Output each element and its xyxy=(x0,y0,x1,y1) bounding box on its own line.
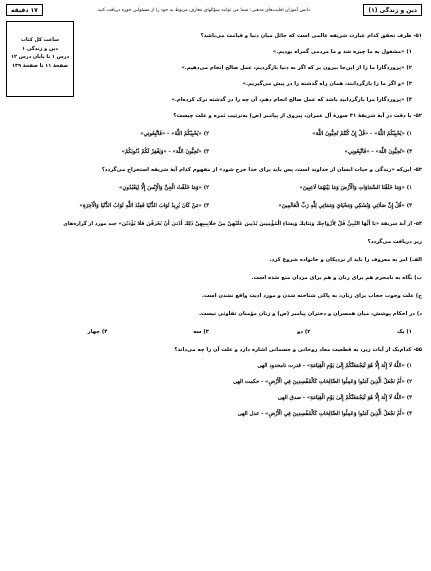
scope-line: درس ۱ تا پایان درس ۱۲ xyxy=(10,54,70,60)
option-3: ۳) «اللَّهُ لَا إِلَٰهَ إِلَّا هُوَ لَيَجْمَعَنَّكُمْ إِلَىٰ يَوْمِ الْقِيَامَةِ» - صدق الهی xyxy=(277,395,412,401)
question-53 xyxy=(6,165,422,211)
question-text: ۵۵- کدام‌یک از آیات زیر، به قطعیت معاد روحانی و جسمانی اشاره دارد و علت آن را چه می‌داند؟ xyxy=(174,347,422,353)
question-text: ۵۱- ظرف تحقق کدام عبارت شریفه عالمی است که حائل میان دنیا و قیامت می‌باشد؟ xyxy=(200,33,422,39)
option-4: ۴) چهار xyxy=(87,329,108,335)
option-1: ۱) «مشغول به ما چیزه شد و ما مردمی گمراه بودیم.» xyxy=(272,49,412,55)
option-2: ۲) «وَمَا خَلَقْتُ الْجِنَّ وَالْإِنْسَ إِلَّا لِيَعْبُدُونِ» xyxy=(119,185,209,191)
question-52 xyxy=(6,111,422,157)
questions xyxy=(6,18,422,419)
option-1: ۱) یک xyxy=(397,329,412,335)
option-2: ۲) دو xyxy=(296,329,311,335)
statement-be: ب) نگاه به نامحرم هم برای زنان و هم برای مردان منع شده است. xyxy=(251,275,422,281)
exam-header xyxy=(6,4,422,16)
option-3: ۳) «تُحِبُّونَ اللَّهَ» - «فَاتَّبِعُونِي» xyxy=(344,149,412,155)
scope-line: صفحهٔ ۱۱ تا صفحهٔ ۱۳۹ xyxy=(11,62,69,69)
question-text: ۵۴- از آیهٔ شریفهٔ «يَا أَيُّهَا النَّبِيُّ قُلْ لِأَزْوَاجِكَ وَبَنَاتِكَ وَنِسَاءِ الْمُؤْمِنِينَ يُدْنِينَ عَلَيْهِنَّ مِنْ جَلَابِيبِهِنَّ ذَٰلِكَ أَدْنَىٰ أَنْ يُعْرَفْنَ فَلَا يُؤْذَيْنَ» چند مورد از گزاره‌های xyxy=(63,221,422,227)
question-54 xyxy=(6,219,422,337)
option-4: ۴) «پروردگارا مرا بازگردانید باشد که عمل صالح انجام دهم، آن چه را در گذشته ترک کرده‌ام.» xyxy=(171,97,412,103)
subject-title: دین و زندگی (۱) xyxy=(363,4,422,16)
question-text: ۵۲- با دقت در آیهٔ شریفهٔ ۳۱ سورهٔ آل عمران، پیروی از پیامبر (ص) به‌ترتیب ثمره و علت چیست؟ xyxy=(173,113,422,119)
scope-line: دین و زندگی ۱ xyxy=(22,45,58,52)
option-3: ۳) «قُلْ إِنَّ صَلَاتِي وَنُسُكِي وَمَحْيَايَ وَمَمَاتِي لِلَّهِ رَبِّ الْعَالَمِينَ» xyxy=(278,203,412,209)
scope-line: ساعت کل کتاب xyxy=(20,37,60,43)
option-4: ۴) «تُحِبُّونَ اللَّهَ» - «وَيَغْفِرْ لَكُمْ ذُنُوبَكُمْ» xyxy=(121,149,209,155)
option-3: ۳) «و اگر ما را بازگردانند، همان راه گذشته را در پیش می‌گیریم.» xyxy=(242,81,412,87)
option-2: ۲) «پروردگارا ما را از این‌جا بیرون بر که اگر به دنیا بازگردیم، عمل صالح انجام می‌دهیم.» xyxy=(181,65,412,71)
question-text: ۵۳- این‌که «زندگی و حیات انسان از خداوند است، پس باید برای خدا خرج شود» از مفهوم کدام آیهٔ شریفه استخراج می‌گردد؟ xyxy=(101,167,422,173)
statement-alef: الف) امر به معروف را باید از نزدیکان و خانواده شروع کرد. xyxy=(269,257,422,263)
statement-jim: ج) علت وجوب حجاب برای زنان، به پاکی شناخته شدن و مورد اذیت واقع نشدن است. xyxy=(201,293,422,299)
question-continuation: زیر دریافت می‌گردد؟ xyxy=(367,239,422,245)
option-1: ۱) «وَمَا خَلَقْنَا السَّمَاوَاتِ وَالْأَرْضَ وَمَا بَيْنَهُمَا لَاعِبِينَ» xyxy=(299,185,412,191)
header-note: دانش آموزان اقلیت‌های مذهبی: شما می توانید سؤالهای معارف مربوط به خود را از مسئولین حوزه دریافت کنید. xyxy=(96,7,310,13)
option-2: ۲) «أَمْ نَجْعَلُ الَّذِينَ آمَنُوا وَعَمِلُوا الصَّالِحَاتِ كَالْمُفْسِدِينَ فِي الْأَرْضِ» - حکمت الهی xyxy=(233,379,412,385)
question-55 xyxy=(6,345,422,419)
question-51 xyxy=(76,31,422,105)
option-1: ۱) «يُحْبِبْكُمُ اللَّهُ» - «قُلْ إِنْ كُنْتُمْ تُحِبُّونَ اللَّهَ» xyxy=(312,131,412,137)
option-1: ۱) «اللَّهُ لَا إِلَٰهَ إِلَّا هُوَ لَيَجْمَعَنَّكُمْ إِلَىٰ يَوْمِ الْقِيَامَةِ» - قدرت نامحدود الهی xyxy=(257,363,412,369)
option-2: ۲) «يُحْبِبْكُمُ اللَّهُ» - «فَاتَّبِعُونِي» xyxy=(140,131,209,137)
option-3: ۳) سه xyxy=(193,329,209,335)
time-box: ۱۷ دقیقه xyxy=(6,4,43,16)
option-4: ۴) «أَمْ نَجْعَلُ الَّذِينَ آمَنُوا وَعَمِلُوا الصَّالِحَاتِ كَالْمُفْسِدِينَ فِي الْأَرْضِ» - عدل الهی xyxy=(237,411,412,417)
option-4: ۴) «مَنْ كَانَ يُرِيدُ ثَوَابَ الدُّنْيَا فَعِنْدَ اللَّهِ ثَوَابُ الدُّنْيَا وَالْآخِرَةِ» xyxy=(79,203,209,209)
statement-dal: د) در احکام پوشش، میان همسران و دختران پیامبر (ص) و زنان مؤمنان تفاوتی نیست. xyxy=(199,311,422,317)
